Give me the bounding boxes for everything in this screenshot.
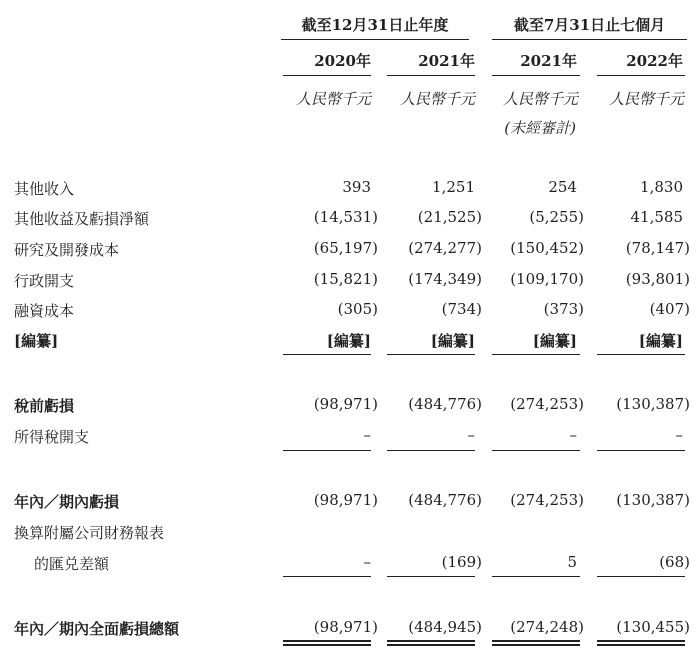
row-label-total-comprehensive-loss: 年內／期內全面虧損總額: [14, 620, 180, 638]
row-value-income-tax-4: –: [675, 426, 683, 444]
row-label-redacted: [編纂]: [14, 332, 59, 350]
year-rule-4: [597, 75, 685, 76]
row-value-loss-before-tax-3: (274,253): [510, 395, 584, 413]
row-label-loss-before-tax: 稅前虧損: [14, 397, 75, 415]
header-group-seven-months-rule: [492, 39, 687, 40]
total-double-rule-top-3: [492, 640, 580, 642]
row-value-rnd-costs-1: (65,197): [313, 239, 378, 257]
row-value-loss-for-period-4: (130,387): [616, 491, 690, 509]
row-value-total-comprehensive-loss-2: (484,945): [408, 618, 482, 636]
header-group-fiscal-year-rule: [281, 39, 469, 40]
row-value-rnd-costs-4: (78,147): [625, 239, 690, 257]
row-value-other-gains-losses-3: (5,255): [529, 208, 584, 226]
header-group-seven-months: 截至7月31日止七個月: [513, 16, 666, 34]
row-value-loss-before-tax-4: (130,387): [616, 395, 690, 413]
row-label-rnd-costs: 研究及開發成本: [14, 241, 120, 259]
row-value-redacted-1: [編纂]: [326, 332, 371, 350]
year-rule-3: [492, 75, 580, 76]
subtotal-rule-3: [492, 354, 580, 355]
row-value-income-tax-2: –: [467, 426, 475, 444]
row-value-loss-before-tax-2: (484,776): [408, 395, 482, 413]
header-year-1: 2020年: [314, 52, 371, 70]
tax-rule-1: [283, 450, 371, 451]
subtotal-rule-2: [387, 354, 475, 355]
row-value-other-income-4: 1,830: [640, 178, 683, 196]
header-year-3: 2021年: [520, 52, 577, 70]
row-label-admin-expenses: 行政開支: [14, 272, 75, 290]
row-value-exchange-differences-4: (68): [659, 553, 690, 571]
subtotal-rule-4: [597, 354, 685, 355]
row-value-admin-expenses-2: (174,349): [408, 270, 482, 288]
total-double-rule-bottom-2: [387, 644, 475, 646]
row-value-loss-for-period-1: (98,971): [313, 491, 378, 509]
row-value-redacted-4: [編纂]: [638, 332, 683, 350]
total-double-rule-top-4: [597, 640, 685, 642]
row-value-income-tax-1: –: [363, 426, 371, 444]
tax-rule-2: [387, 450, 475, 451]
row-value-finance-costs-2: (734): [441, 300, 482, 318]
row-value-total-comprehensive-loss-1: (98,971): [313, 618, 378, 636]
total-double-rule-top-1: [283, 640, 371, 642]
year-rule-2: [387, 75, 475, 76]
total-double-rule-bottom-4: [597, 644, 685, 646]
row-value-total-comprehensive-loss-3: (274,248): [510, 618, 584, 636]
row-value-admin-expenses-3: (109,170): [510, 270, 584, 288]
row-value-admin-expenses-1: (15,821): [313, 270, 378, 288]
row-label-other-gains-losses: 其他收益及虧損淨額: [14, 210, 150, 228]
row-value-finance-costs-3: (373): [543, 300, 584, 318]
row-value-income-tax-3: –: [569, 426, 577, 444]
row-value-exchange-differences-2: (169): [441, 553, 482, 571]
row-value-other-gains-losses-1: (14,531): [313, 208, 378, 226]
row-label-finance-costs: 融資成本: [14, 302, 75, 320]
row-value-finance-costs-1: (305): [337, 300, 378, 318]
row-value-exchange-differences-1: –: [363, 553, 371, 571]
exchange-rule-2: [387, 576, 475, 577]
row-label-loss-for-period: 年內／期內虧損: [14, 493, 120, 511]
subtotal-rule-1: [283, 354, 371, 355]
row-label-translation-line1: 換算附屬公司財務報表: [14, 524, 165, 542]
row-label-income-tax: 所得稅開支: [14, 428, 90, 446]
tax-rule-4: [597, 450, 685, 451]
header-unit-4: 人民幣千元: [608, 90, 684, 108]
tax-rule-3: [492, 450, 580, 451]
row-value-other-gains-losses-2: (21,525): [417, 208, 482, 226]
row-value-redacted-2: [編纂]: [430, 332, 475, 350]
header-year-4: 2022年: [626, 52, 683, 70]
header-unit-1: 人民幣千元: [295, 90, 371, 108]
total-double-rule-top-2: [387, 640, 475, 642]
exchange-rule-1: [283, 576, 371, 577]
row-value-other-income-2: 1,251: [432, 178, 475, 196]
row-value-other-income-1: 393: [342, 178, 371, 196]
row-value-loss-before-tax-1: (98,971): [313, 395, 378, 413]
row-label-other-income: 其他收入: [14, 180, 75, 198]
row-value-rnd-costs-2: (274,277): [408, 239, 482, 257]
year-rule-1: [283, 75, 371, 76]
row-value-total-comprehensive-loss-4: (130,455): [616, 618, 690, 636]
total-double-rule-bottom-1: [283, 644, 371, 646]
row-value-admin-expenses-4: (93,801): [625, 270, 690, 288]
row-value-loss-for-period-3: (274,253): [510, 491, 584, 509]
row-value-rnd-costs-3: (150,452): [510, 239, 584, 257]
header-year-2: 2021年: [418, 52, 475, 70]
exchange-rule-4: [597, 576, 685, 577]
row-value-finance-costs-4: (407): [649, 300, 690, 318]
row-value-other-income-3: 254: [548, 178, 577, 196]
total-double-rule-bottom-3: [492, 644, 580, 646]
row-value-other-gains-losses-4: 41,585: [630, 208, 683, 226]
row-value-redacted-3: [編纂]: [532, 332, 577, 350]
header-unit-2: 人民幣千元: [399, 90, 475, 108]
exchange-rule-3: [492, 576, 580, 577]
header-unaudited-note: (未經審計): [504, 119, 576, 137]
row-value-exchange-differences-3: 5: [567, 553, 577, 571]
header-unit-3: 人民幣千元: [502, 90, 578, 108]
header-group-fiscal-year: 截至12月31日止年度: [301, 16, 449, 34]
row-value-loss-for-period-2: (484,776): [408, 491, 482, 509]
row-label-exchange-differences: 的匯兑差額: [34, 555, 110, 573]
